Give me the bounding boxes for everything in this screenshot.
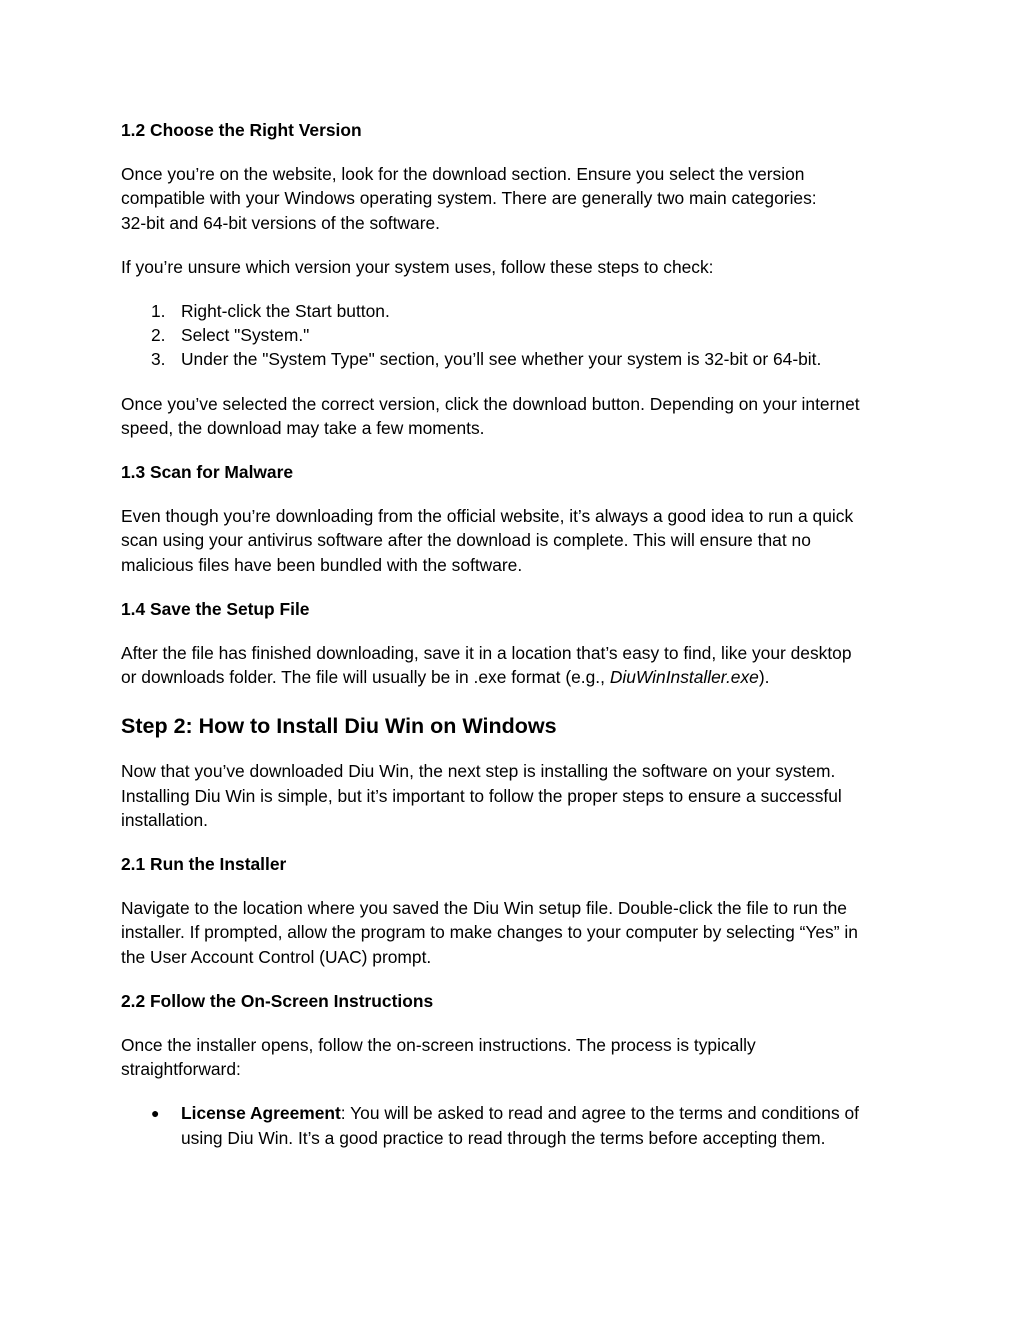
- text-line: ).: [758, 667, 770, 688]
- steps-list: [121, 299, 911, 372]
- text-line: using Diu Win. It’s a good practice to read through the terms before accepting them.: [181, 1127, 826, 1148]
- list-item: [121, 323, 911, 347]
- paragraph-download: [121, 392, 911, 440]
- list-text: Under the "System Type" section, you’ll see whether your system is 32-bit or 64-bit.: [181, 349, 822, 370]
- text-line: After the file has finished downloading, save it in a location that’s easy to find, like your desktop: [121, 643, 852, 664]
- heading-text: Step 2: How to Install Diu Win on Windows: [121, 714, 557, 739]
- text-line: Navigate to the location where you saved the Diu Win setup file. Double-click the file to run the: [121, 898, 847, 919]
- list-number: 3.: [151, 349, 166, 370]
- text-line: : You will be asked to read and agree to the terms and conditions of: [340, 1103, 859, 1124]
- text-line: the User Account Control (UAC) prompt.: [121, 946, 432, 967]
- list-item: [121, 347, 911, 371]
- text-line: Once you’re on the website, look for the download section. Ensure you select the version: [121, 164, 805, 185]
- list-item: [121, 1101, 911, 1149]
- paragraph-onscreen-instructions: [121, 1033, 911, 1081]
- section-heading-2-1: 2.1 Run the Installer: [121, 854, 287, 875]
- text-line: Once you’ve selected the correct version, click the download button. Depending on your internet: [121, 393, 860, 414]
- paragraph-malware: [121, 504, 911, 577]
- text-line: Installing Diu Win is simple, but it’s important to follow the proper steps to ensure a successful: [121, 785, 842, 806]
- text-line: or downloads folder. The file will usually be in .exe format (e.g.,: [121, 667, 610, 688]
- section-heading-1-4: 1.4 Save the Setup File: [121, 598, 310, 619]
- bullet-list: [121, 1101, 911, 1149]
- text-line: Now that you’ve downloaded Diu Win, the next step is installing the software on your system.: [121, 761, 836, 782]
- text-line: scan using your antivirus software after the download is complete. This will ensure that no: [121, 530, 811, 551]
- list-number: 2.: [151, 325, 166, 346]
- paragraph-run-installer: [121, 896, 911, 969]
- list-text: Select "System.": [181, 325, 310, 346]
- section-heading-1-2: 1.2 Choose the Right Version: [121, 120, 362, 140]
- section-heading-2-2: 2.2 Follow the On-Screen Instructions: [121, 990, 434, 1011]
- list-item: [121, 299, 911, 323]
- document-page: [121, 118, 911, 1150]
- text-line: speed, the download may take a few moments.: [121, 417, 485, 438]
- list-number: 1.: [151, 301, 166, 322]
- bullet-icon: ●: [151, 1105, 160, 1122]
- text-line: installation.: [121, 809, 209, 830]
- paragraph-version-intro: [121, 162, 911, 235]
- paragraph-check-version: If you’re unsure which version your system uses, follow these steps to check:: [121, 256, 714, 277]
- text-line: Once the installer opens, follow the on-screen instructions. The process is typically: [121, 1035, 756, 1056]
- section-heading-step-2: [121, 711, 911, 741]
- text-line: malicious files have been bundled with the software.: [121, 554, 523, 575]
- paragraph-install-intro: [121, 759, 911, 832]
- text-line: straightforward:: [121, 1059, 241, 1080]
- section-heading-1-3: 1.3 Scan for Malware: [121, 462, 294, 483]
- bullet-bold-label: License Agreement: [181, 1103, 341, 1124]
- text-line: 32-bit and 64-bit versions of the software.: [121, 212, 441, 233]
- list-text: Right-click the Start button.: [181, 301, 390, 322]
- text-line: installer. If prompted, allow the program to make changes to your computer by selecting “Yes” in: [121, 922, 858, 943]
- paragraph-save-file: [121, 641, 911, 689]
- filename-italic: DiuWinInstaller.exe: [609, 667, 759, 688]
- text-line: compatible with your Windows operating system. There are generally two main categories:: [121, 188, 817, 209]
- text-line: Even though you’re downloading from the official website, it’s always a good idea to run a quick: [121, 506, 854, 527]
